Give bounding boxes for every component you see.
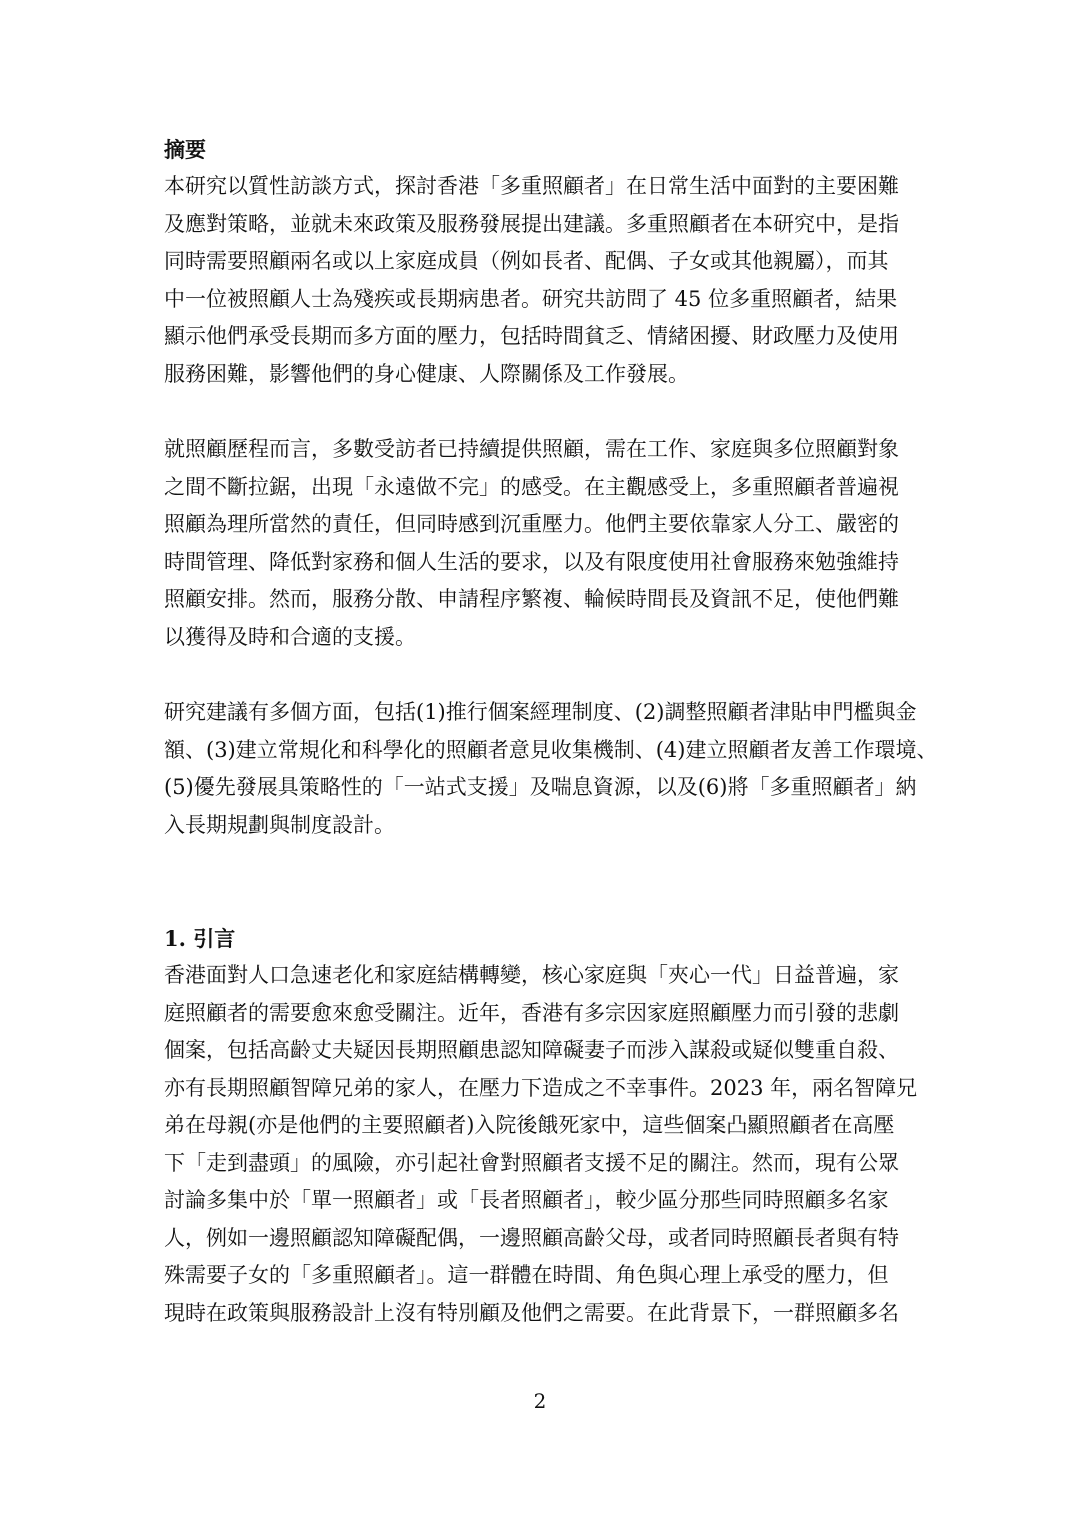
text-line: (5)優先發展具策略性的「一站式支援」及喘息資源，以及(6)將「多重照顧者」納 [164,775,917,799]
text-line: 入長期規劃與制度設計。 [164,812,395,837]
text-line: 以獲得及時和合適的支援。 [164,624,416,649]
text-line: 照顧為理所當然的責任，但同時感到沉重壓力。他們主要依靠家人分工、嚴密的 [164,512,899,536]
text-line: 照顧安排。然而，服務分散、申請程序繁複、輪候時間長及資訊不足，使他們難 [164,587,899,611]
text-line: 討論多集中於「單一照顧者」或「長者照顧者」，較少區分那些同時照顧多名家 [164,1188,889,1212]
text-line: 時間管理、降低對家務和個人生活的要求，以及有限度使用社會服務來勉強維持 [164,549,899,574]
text-line: 研究建議有多個方面，包括(1)推行個案經理制度、(2)調整照顧者津貼申門檻與金 [164,700,917,724]
text-line: 弟在母親(亦是他們的主要照顧者)入院後餓死家中，這些個案凸顯照顧者在高壓 [164,1113,895,1137]
text-line: 下「走到盡頭」的風險，亦引起社會對照顧者支援不足的關注。然而，現有公眾 [164,1150,899,1175]
abstract-paragraph-3 [164,694,938,844]
introduction-heading: 1. 引言 [164,926,236,951]
text-line: 亦有長期照顧智障兄弟的家人，在壓力下造成之不幸事件。2023 年，兩名智障兄 [164,1075,918,1100]
abstract-paragraph-1 [164,168,924,393]
text-line: 現時在政策與服務設計上沒有特別顧及他們之需要。在此背景下，一群照顧多名 [164,1300,899,1325]
text-line: 就照顧歷程而言，多數受訪者已持續提供照顧，需在工作、家庭與多位照顧對象 [164,437,899,461]
text-line: 服務困難，影響他們的身心健康、人際關係及工作發展。 [164,361,689,386]
abstract-heading: 摘要 [164,137,206,162]
text-line: 本研究以質性訪談方式，探討香港「多重照顧者」在日常生活中面對的主要困難 [164,174,899,198]
introduction-paragraph-1 [164,957,924,1332]
text-line: 及應對策略，並就未來政策及服務發展提出建議。多重照顧者在本研究中，是指 [164,211,899,236]
text-line: 之間不斷拉鋸，出現「永遠做不完」的感受。在主觀感受上，多重照顧者普遍視 [164,474,899,499]
text-line: 庭照顧者的需要愈來愈受關注。近年，香港有多宗因家庭照顧壓力而引發的悲劇 [164,1000,899,1025]
text-line: 額、(3)建立常規化和科學化的照顧者意見收集機制、(4)建立照顧者友善工作環境、 [164,737,938,762]
text-line: 同時需要照顧兩名或以上家庭成員（例如長者、配偶、子女或其他親屬），而其 [164,249,889,273]
text-line: 人，例如一邊照顧認知障礙配偶，一邊照顧高齡父母，或者同時照顧長者與有特 [164,1225,899,1250]
text-line: 中一位被照顧人士為殘疾或長期病患者。研究共訪問了 45 位多重照顧者，結果 [164,286,898,311]
text-line: 個案，包括高齡丈夫疑因長期照顧患認知障礙妻子而涉入謀殺或疑似雙重自殺、 [164,1038,899,1062]
text-line: 香港面對人口急速老化和家庭結構轉變，核心家庭與「夾心一代」日益普遍，家 [164,963,899,987]
text-line: 殊需要子女的「多重照顧者」。這一群體在時間、角色與心理上承受的壓力，但 [164,1263,889,1287]
abstract-paragraph-2 [164,431,924,656]
text-line: 顯示他們承受長期而多方面的壓力，包括時間貧乏、情緒困擾、財政壓力及使用 [164,324,899,348]
page-number: 2 [533,1389,547,1413]
